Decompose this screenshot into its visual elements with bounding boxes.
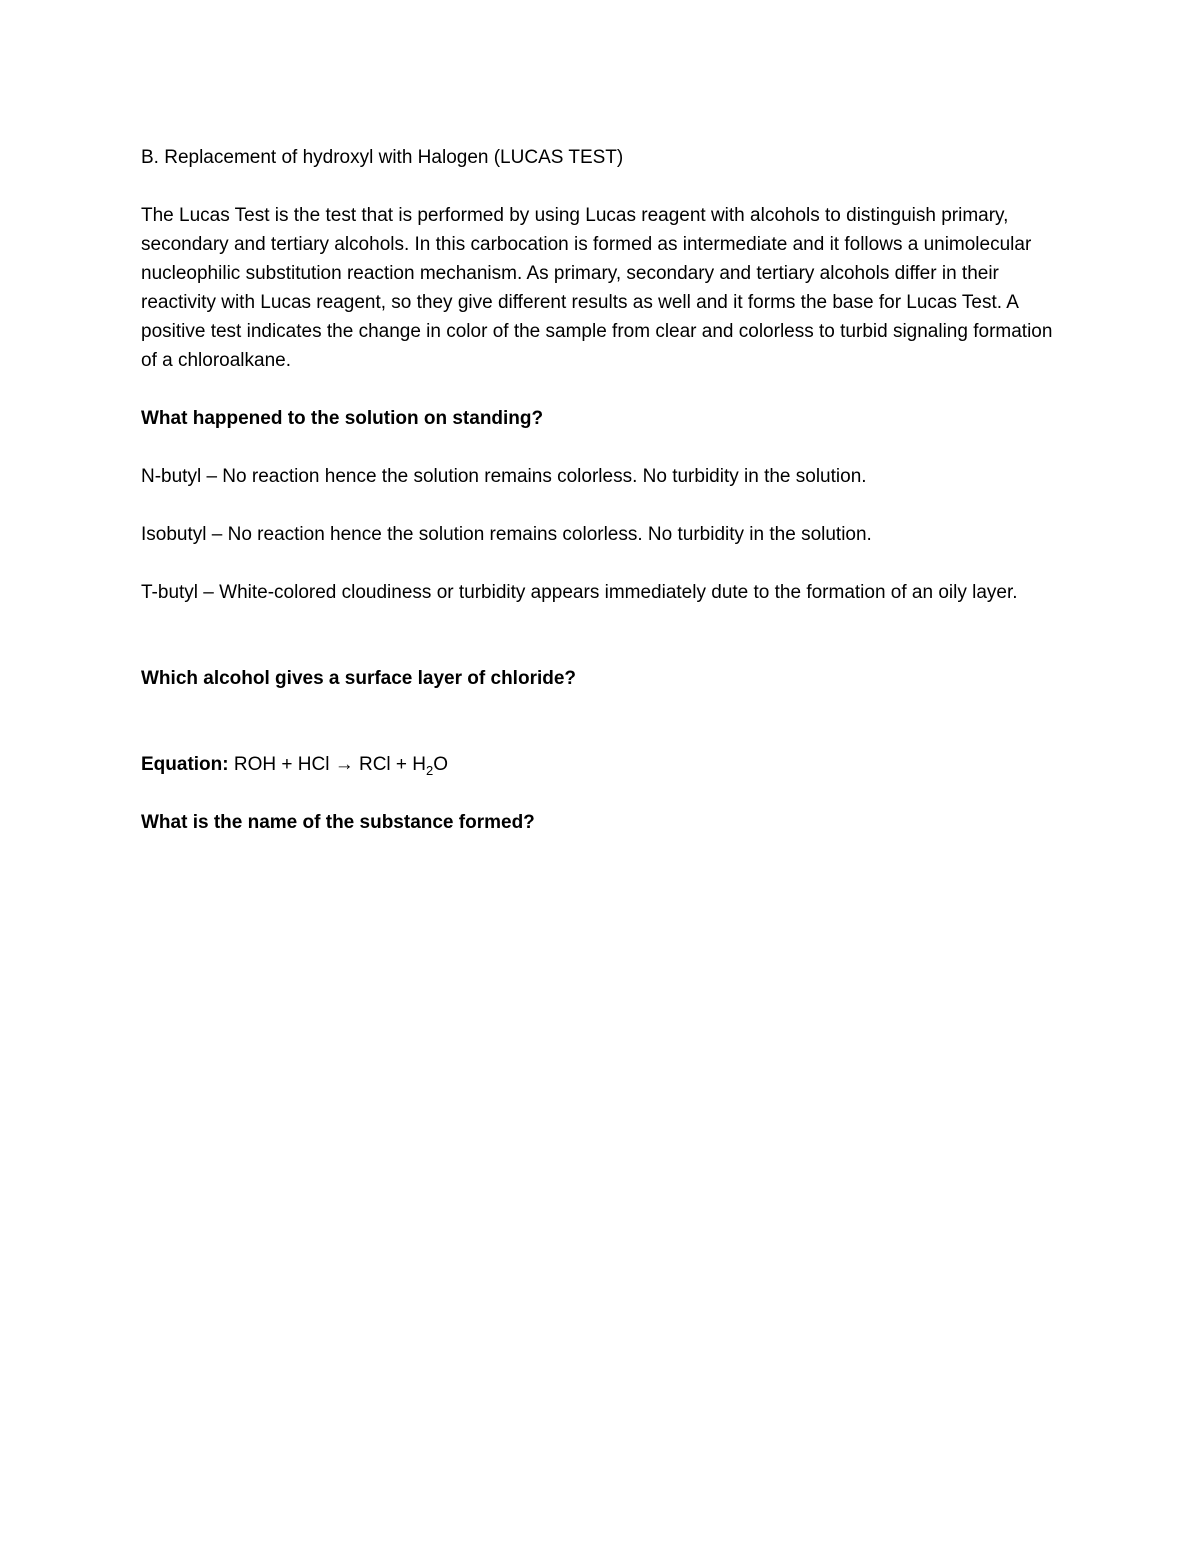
equation-body: ROH + HCl → RCl + H (228, 754, 427, 775)
question-surface-layer: Which alcohol gives a surface layer of chloride? (141, 668, 577, 689)
answer-t-butyl: T-butyl – White-colored cloudiness or turbidity appears immediately dute to the formation of an oily layer. (141, 582, 1018, 603)
answer-n-butyl: N-butyl – No reaction hence the solution remains colorless. No turbidity in the solution. (141, 466, 867, 487)
equation-line (141, 750, 1066, 779)
answer-isobutyl: Isobutyl – No reaction hence the solution remains colorless. No turbidity in the solution. (141, 524, 872, 545)
document-body (141, 143, 1066, 837)
equation-subscript: 2 (426, 762, 434, 778)
equation-end: O (433, 754, 449, 775)
intro-paragraph: The Lucas Test is the test that is performed by using Lucas reagent with alcohols to distinguish primary, secondary and tertiary alcohols. In this carbocation is formed as intermediate and it follows a unimolecular nucleophilic substitution reaction mechanism. As primary, secondary and tertiary alcohols differ in their reactivity with Lucas reagent, so they give different results as well and it forms the base for Lucas Test. A positive test indicates the change in color of the sample from clear and colorless to turbid signaling formation of a chloroalkane. (141, 205, 1053, 371)
section-heading: B. Replacement of hydroxyl with Halogen (LUCAS TEST) (141, 147, 624, 168)
equation-label: Equation: (141, 754, 229, 775)
question-standing: What happened to the solution on standing? (141, 408, 544, 429)
question-substance-name: What is the name of the substance formed? (141, 812, 535, 833)
